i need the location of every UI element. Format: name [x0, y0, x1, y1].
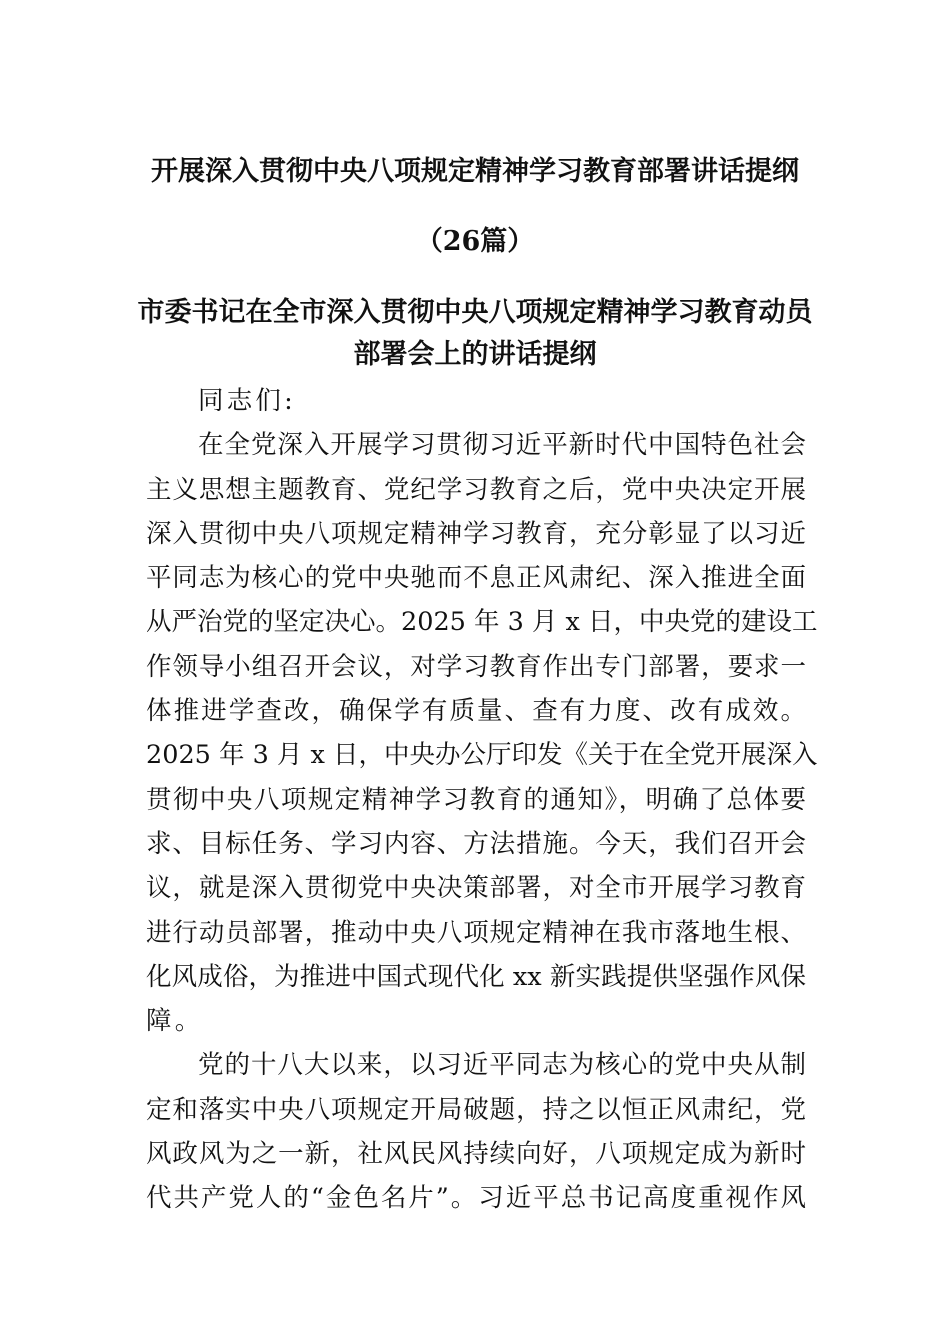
paragraph-line: 党的十八大以来，以习近平同志为核心的党中央从制: [198, 1050, 806, 1081]
document-title: 开展深入贯彻中央八项规定精神学习教育部署讲话提纲: [151, 156, 799, 187]
paragraph-line: 障。: [146, 1006, 204, 1037]
paragraph-line: 求、目标任务、学习内容、方法措施。今天，我们召开会: [146, 828, 806, 859]
paragraph-line: 贯彻中央八项规定精神学习教育的通知》，明确了总体要: [146, 784, 806, 815]
paragraph-line: 作领导小组召开会议，对学习教育作出专门部署，要求一: [146, 651, 806, 682]
paragraph-line: 平同志为核心的党中央驰而不息正风肃纪、深入推进全面: [146, 563, 806, 594]
salutation: 同志们:: [198, 386, 296, 416]
paragraph-line: 进行动员部署，推动中央八项规定精神在我市落地生根、: [146, 917, 806, 948]
paragraph-line: 体推进学查改，确保学有质量、查有力度、改有成效。: [146, 696, 806, 727]
body-text: [146, 379, 818, 1221]
paragraph-line: 代共产党人的“金色名片”。习近平总书记高度重视作风: [146, 1183, 806, 1214]
paragraph-line: 主义思想主题教育、党纪学习教育之后，党中央决定开展: [146, 474, 806, 505]
paragraph-line: 议，就是深入贯彻党中央决策部署，对全市开展学习教育: [146, 873, 806, 904]
speech-title: [130, 292, 820, 376]
paragraph-line: 从严治党的坚定决心。2025 年 3 月 x 日，中央党的建设工: [146, 607, 818, 638]
paragraph-line: 风政风为之一新，社风民风持续向好，八项规定成为新时: [146, 1139, 806, 1170]
paragraph-line: 化风成俗，为推进中国式现代化 xx 新实践提供坚强作风保: [146, 961, 806, 992]
paragraph-line: 定和落实中央八项规定开局破题，持之以恒正风肃纪，党: [146, 1094, 806, 1125]
speech-title-line: 部署会上的讲话提纲: [353, 339, 597, 370]
paragraph-line: 2025 年 3 月 x 日，中央办公厅印发《关于在全党开展深入: [146, 740, 818, 771]
document-subtitle: （26篇）: [415, 226, 535, 257]
speech-title-line: 市委书记在全市深入贯彻中央八项规定精神学习教育动员: [137, 297, 813, 328]
paragraph-line: 在全党深入开展学习贯彻习近平新时代中国特色社会: [198, 430, 806, 461]
paragraph-line: 深入贯彻中央八项规定精神学习教育，充分彰显了以习近: [146, 518, 806, 549]
